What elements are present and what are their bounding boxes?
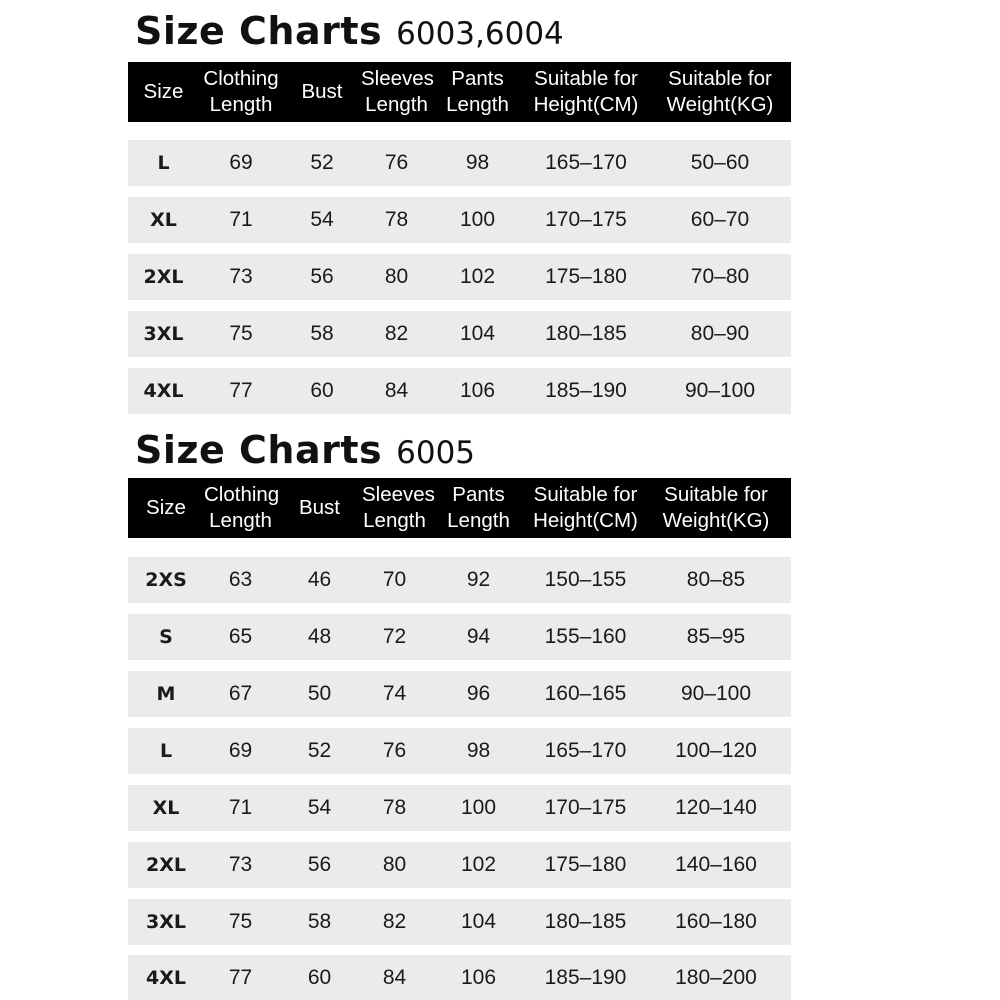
size-cell: XL (150, 209, 177, 231)
bust-cell: 48 (307, 625, 332, 648)
pants-length-cell: 104 (459, 322, 496, 345)
model-numbers: 6005 (396, 435, 476, 471)
weight-cell: 90–100 (684, 379, 756, 402)
header-pants-length (432, 66, 523, 118)
header-line: Length (209, 93, 273, 116)
height-cell: 175–180 (544, 853, 627, 876)
table-row (128, 368, 791, 414)
height-cell: 170–175 (545, 208, 627, 231)
size-cell: 2XL (146, 854, 186, 876)
bust-cell: 52 (310, 151, 334, 174)
weight-cell: 70–80 (690, 265, 750, 288)
clothing-length-cell: 65 (228, 625, 253, 648)
clothing-length-cell: 69 (228, 739, 253, 762)
bust-cell: 58 (310, 322, 334, 345)
header-line: Weight(KG) (666, 93, 774, 116)
size-chart-title: Size Charts (135, 428, 383, 472)
header-line: Sleeves (362, 483, 435, 506)
header-line: Height(CM) (533, 509, 638, 532)
size-cell: 3XL (143, 323, 184, 345)
table-row (128, 899, 791, 945)
clothing-length-cell: 73 (229, 265, 253, 288)
header-line: Clothing (204, 483, 280, 506)
header-line: Pants (452, 483, 505, 506)
pants-length-cell: 96 (466, 682, 491, 705)
pants-length-cell: 106 (460, 965, 497, 989)
clothing-length-cell: 69 (229, 151, 253, 174)
sleeves-length-cell: 80 (384, 265, 409, 288)
bust-cell: 52 (307, 739, 332, 762)
header-line: Suitable for (534, 67, 638, 90)
sleeves-length-cell: 80 (382, 853, 407, 876)
header-size (128, 495, 204, 521)
header-suitable-height (523, 66, 649, 118)
header-line: Bust (298, 496, 341, 519)
header-line: Clothing (203, 67, 279, 90)
clothing-length-cell: 77 (228, 965, 253, 989)
clothing-length-cell: 75 (229, 322, 253, 345)
header-line: Length (446, 93, 509, 116)
pants-length-cell: 92 (466, 568, 491, 591)
header-suitable-height (530, 482, 641, 534)
table-row (128, 197, 791, 243)
height-cell: 150–155 (544, 568, 627, 591)
bust-cell: 58 (307, 910, 332, 933)
bust-cell: 56 (310, 265, 334, 288)
clothing-length-cell: 73 (228, 853, 253, 876)
pants-length-cell: 100 (459, 208, 496, 231)
sleeves-length-cell: 78 (382, 796, 407, 819)
size-cell: XL (152, 797, 180, 819)
weight-cell: 120–140 (675, 796, 757, 819)
table-row (128, 254, 791, 300)
weight-cell: 80–85 (686, 568, 746, 591)
table-row (128, 140, 791, 186)
header-line: Length (209, 509, 272, 532)
pants-length-cell: 106 (459, 379, 496, 402)
header-line: Suitable for (664, 483, 768, 506)
header-line: Pants (451, 67, 504, 90)
pants-length-cell: 102 (460, 853, 497, 876)
height-cell: 180–185 (544, 910, 627, 933)
pants-length-cell: 98 (465, 151, 490, 174)
weight-cell: 160–180 (675, 910, 757, 933)
height-cell: 165–170 (544, 739, 627, 762)
height-cell: 180–185 (545, 322, 627, 345)
bust-cell: 50 (307, 682, 332, 705)
weight-cell: 180–200 (675, 965, 757, 989)
pants-length-cell: 100 (460, 796, 497, 819)
header-bust (283, 79, 361, 105)
clothing-length-cell: 63 (228, 568, 253, 591)
model-numbers: 6003,6004 (396, 16, 564, 52)
header-bust (277, 495, 362, 521)
pants-length-cell: 98 (466, 739, 491, 762)
bust-cell: 46 (307, 568, 332, 591)
header-line: Weight(KG) (662, 509, 770, 532)
bust-cell: 54 (307, 796, 332, 819)
header-line: Suitable for (668, 67, 772, 90)
size-cell: 4XL (146, 966, 186, 989)
height-cell: 165–170 (545, 151, 627, 174)
weight-cell: 60–70 (690, 208, 750, 231)
size-cell: M (156, 683, 176, 705)
sleeves-length-cell: 82 (382, 910, 407, 933)
sleeves-length-cell: 76 (382, 739, 407, 762)
header-suitable-weight (649, 66, 791, 118)
header-size (128, 79, 199, 105)
size-cell: 4XL (143, 380, 184, 402)
height-cell: 170–175 (544, 796, 627, 819)
sleeves-length-cell: 74 (382, 682, 407, 705)
clothing-length-cell: 71 (229, 208, 253, 231)
weight-cell: 80–90 (690, 322, 750, 345)
sleeves-length-cell: 72 (382, 625, 407, 648)
bust-cell: 60 (310, 379, 334, 402)
clothing-length-cell: 67 (228, 682, 253, 705)
height-cell: 175–180 (545, 265, 627, 288)
sleeves-length-cell: 84 (382, 965, 407, 989)
weight-cell: 140–160 (675, 853, 757, 876)
pants-length-cell: 94 (466, 625, 491, 648)
sleeves-length-cell: 70 (382, 568, 407, 591)
size-chart-heading-6003-6004 (135, 9, 564, 53)
weight-cell: 50–60 (690, 151, 750, 174)
size-cell: 2XL (143, 266, 184, 288)
height-cell: 185–190 (545, 379, 627, 402)
table-row (128, 614, 791, 660)
table-row (128, 955, 791, 1000)
size-cell: 2XS (145, 569, 187, 591)
table-row (128, 557, 791, 603)
header-line: Suitable for (533, 483, 638, 506)
weight-cell: 90–100 (680, 682, 752, 705)
header-clothing-length (204, 482, 280, 534)
size-cell: S (159, 626, 173, 648)
header-size-label: Size (143, 80, 184, 103)
bust-cell: 54 (310, 208, 334, 231)
header-line: Length (447, 509, 510, 532)
height-cell: 160–165 (544, 682, 627, 705)
header-line: Length (365, 93, 428, 116)
clothing-length-cell: 77 (229, 379, 253, 402)
bust-cell: 60 (307, 965, 332, 989)
header-sleeves-length (362, 482, 435, 534)
header-clothing-length (199, 66, 283, 118)
height-cell: 155–160 (544, 625, 627, 648)
table-row (128, 785, 791, 831)
sleeves-length-cell: 82 (384, 322, 409, 345)
clothing-length-cell: 75 (228, 910, 253, 933)
size-chart-title: Size Charts (135, 9, 383, 53)
size-chart-heading-6005 (135, 428, 476, 472)
weight-cell: 100–120 (675, 739, 757, 762)
size-cell: 3XL (146, 911, 186, 933)
size-chart-header-row (128, 478, 791, 538)
header-line: Sleeves (361, 67, 434, 90)
clothing-length-cell: 71 (228, 796, 253, 819)
size-cell: L (159, 740, 173, 762)
table-row (128, 842, 791, 888)
header-suitable-weight (641, 482, 791, 534)
header-sleeves-length (361, 66, 432, 118)
table-row (128, 671, 791, 717)
size-chart-header-row (128, 62, 791, 122)
table-row (128, 311, 791, 357)
table-row (128, 728, 791, 774)
sleeves-length-cell: 78 (384, 208, 409, 231)
pants-length-cell: 104 (460, 910, 497, 933)
header-line: Height(CM) (533, 93, 639, 116)
height-cell: 185–190 (544, 965, 627, 989)
bust-cell: 56 (307, 853, 332, 876)
header-line: Bust (301, 80, 343, 103)
pants-length-cell: 102 (459, 265, 496, 288)
header-line: Length (363, 509, 426, 532)
sleeves-length-cell: 76 (384, 151, 409, 174)
header-size-label: Size (146, 496, 186, 519)
size-cell: L (157, 152, 170, 174)
header-pants-length (427, 482, 530, 534)
weight-cell: 85–95 (686, 625, 746, 648)
sleeves-length-cell: 84 (384, 379, 409, 402)
